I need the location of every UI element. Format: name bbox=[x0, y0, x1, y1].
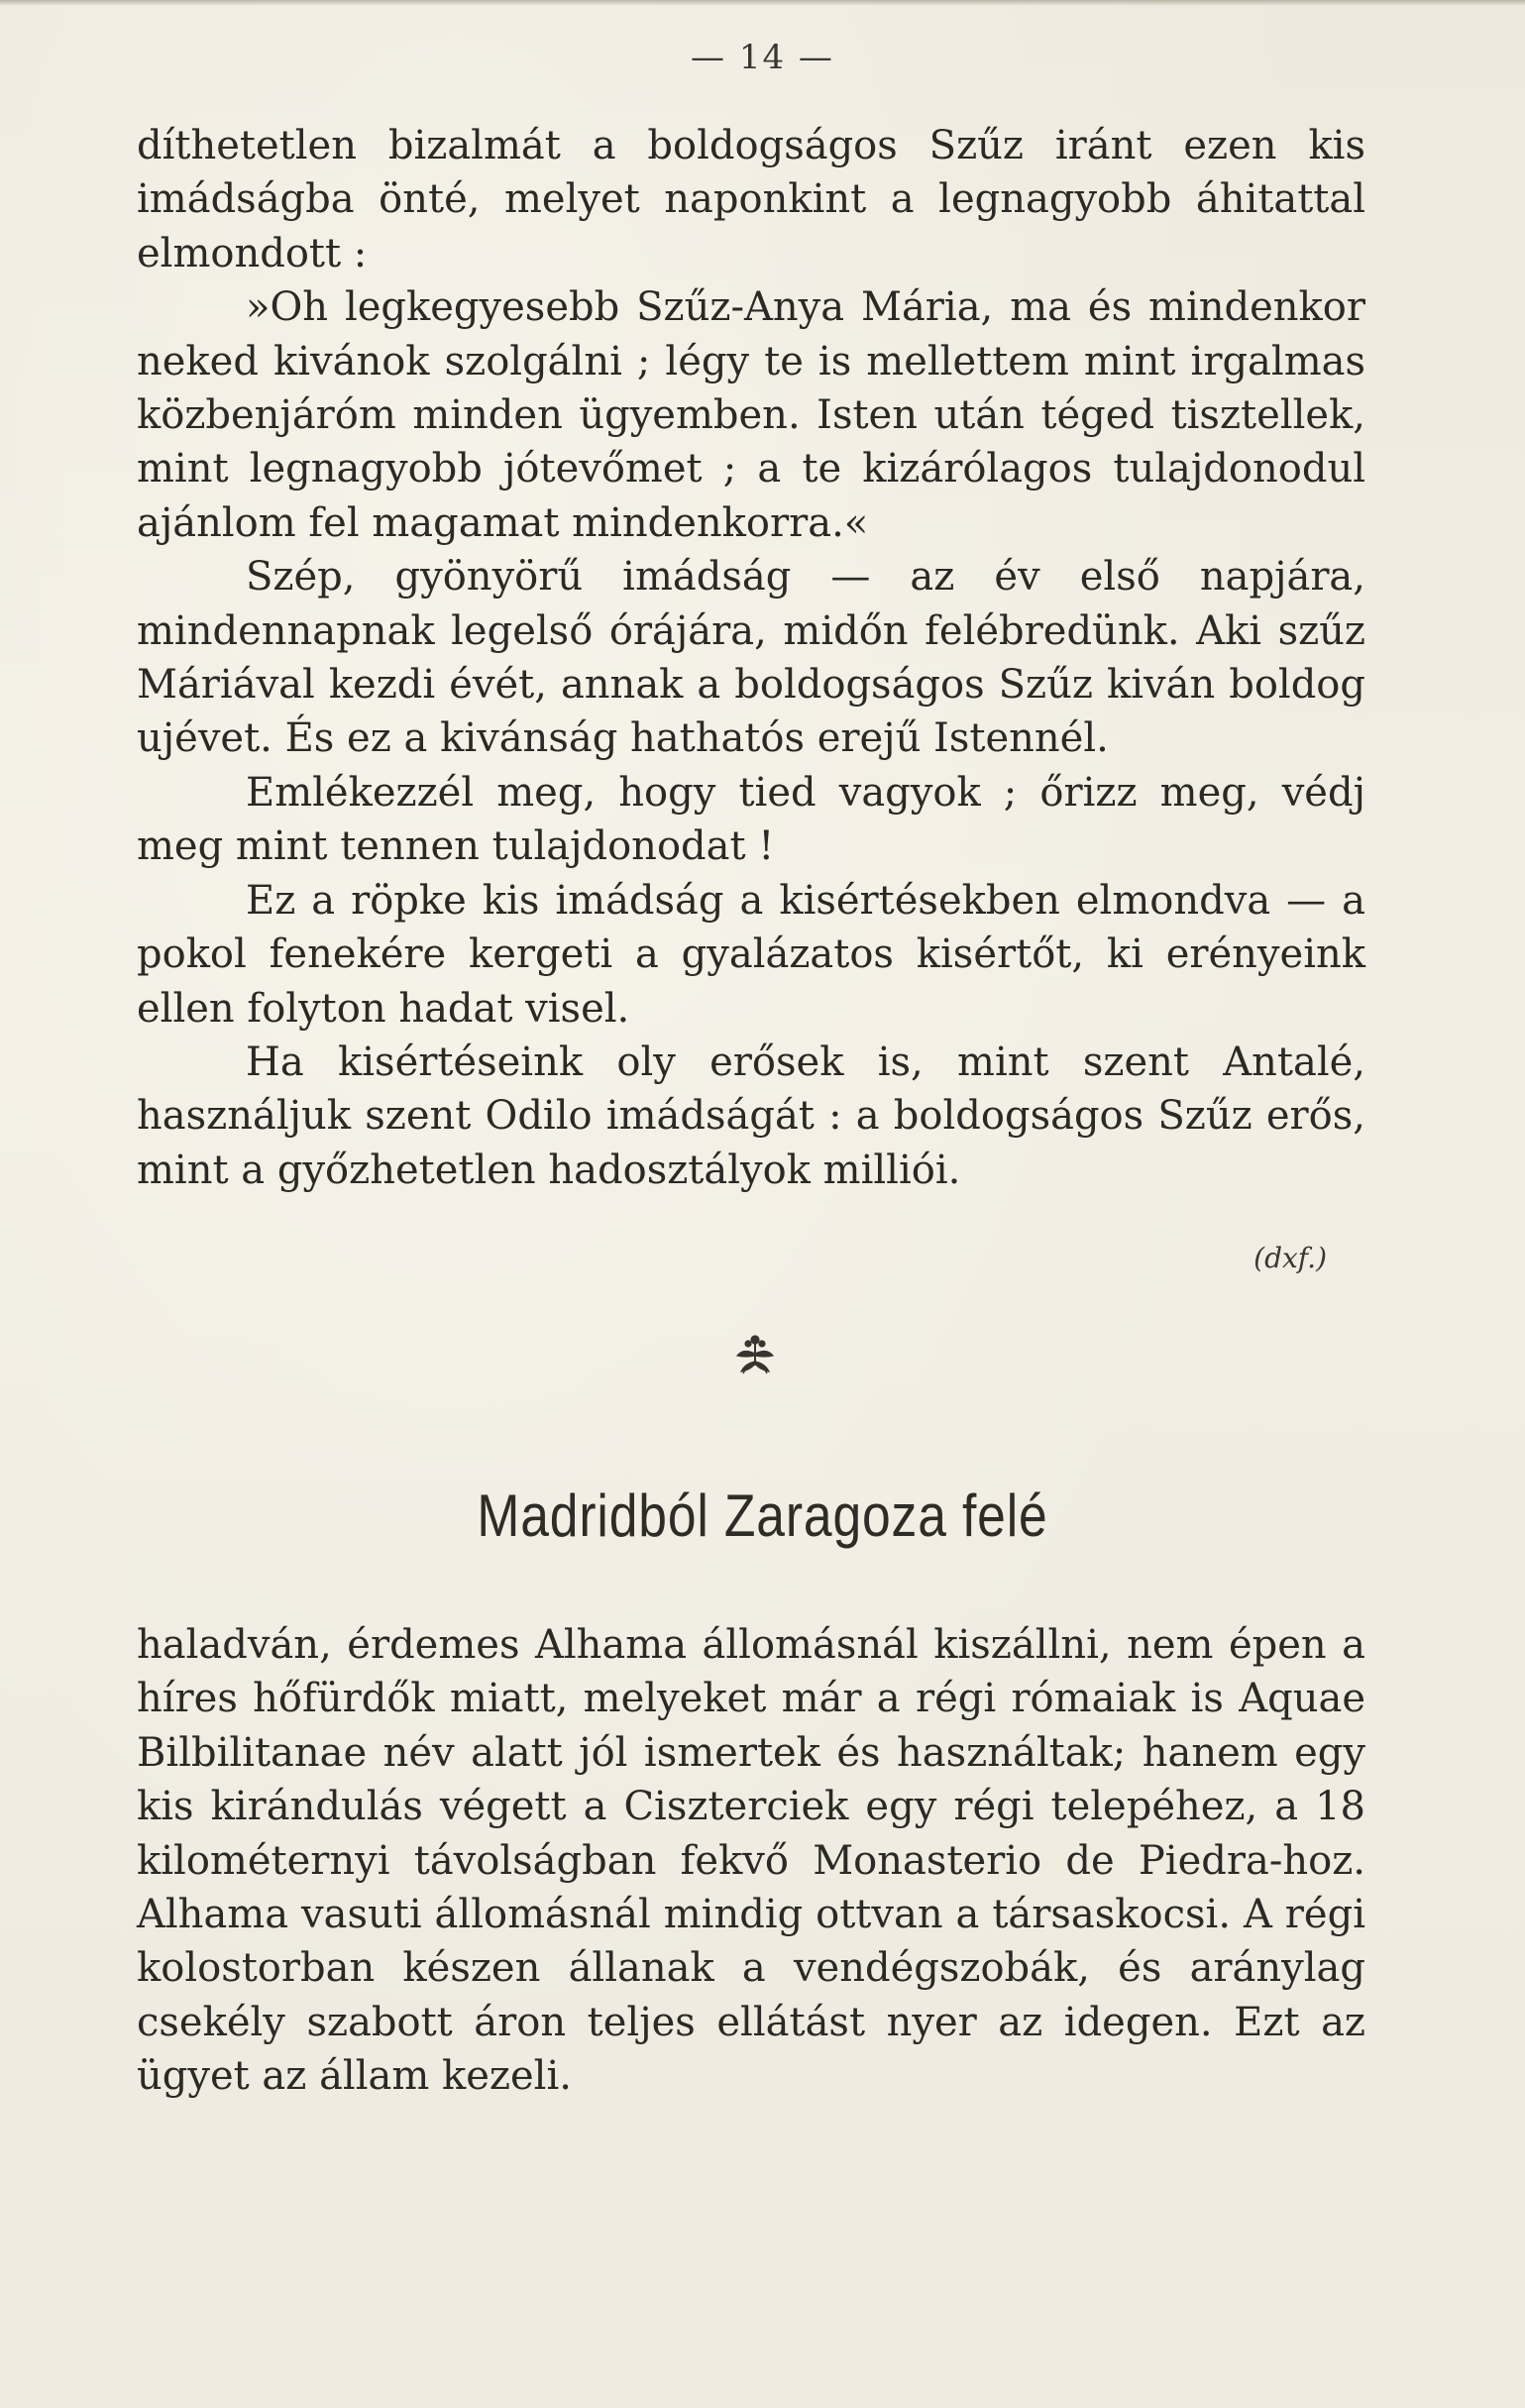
top-text-block bbox=[137, 119, 1365, 1197]
paragraph-prayer: »Oh legkegyesebb Szűz-Anya Mária, ma és mindenkor neked kivánok szolgálni ; légy te is mellettem mint irgalmas közbenjáróm minden ügyemben. Isten után téged tisztellek, mint legnagyobb jótevőmet ; a te kizárólagos tulajdonodul ajánlom fel magamat mindenkorra.« bbox=[137, 284, 1365, 546]
section-title: Madridból Zaragoza felé bbox=[477, 1482, 1048, 1549]
paragraph-opening: díthetetlen bizalmát a boldogságos Szűz iránt ezen kis imádságba önté, melyet naponkint a legnagyobb áhitattal elmondott : bbox=[137, 123, 1365, 276]
page-top-edge bbox=[0, 0, 1525, 6]
paragraph-alhama: haladván, érdemes Alhama állomásnál kiszállni, nem épen a híres hőfürdők miatt, melyeket már a régi rómaiak is Aquae Bilbilitanae név alatt jól ismertek és használtak; hanem egy kis kirándulás végett a Ciszterciek egy régi telepéhez, a 18 kilométernyi távolságban fekvő Monasterio de Piedra-hoz. Alhama vasuti állomásnál mindig ottvan a társaskocsi. A régi kolostorban készen állanak a vendégszobák, és aránylag csekély szabott áron teljes ellátást nyer az idegen. Ezt az ügyet az állam kezeli. bbox=[137, 1622, 1365, 2100]
paragraph-remember: Emlékezzél meg, hogy tied vagyok ; őrizz meg, védj meg mint tennen tulajdonodat ! bbox=[137, 769, 1365, 870]
paragraph-odilo: Ha kisértéseink oly erősek is, mint szent Antalé, használjuk szent Odilo imádságát : a boldogságos Szűz erős, mint a győzhetetlen hadosztályok milliói. bbox=[137, 1039, 1365, 1193]
floral-ornament-icon bbox=[725, 1326, 785, 1385]
signature: (dxf.) bbox=[1253, 1242, 1327, 1274]
paragraph-new-year: Szép, gyönyörű imádság — az év első napjára, mindennapnak legelső órájára, midőn felébredünk. Aki szűz Máriával kezdi évét, annak a boldogságos Szűz kiván boldog ujévet. És ez a kivánság hathatós erejű Istennél. bbox=[137, 554, 1365, 762]
paragraph-temptation: Ez a röpke kis imádság a kisértésekben elmondva — a pokol fenekére kergeti a gyalázatos kisértőt, ki erényeink ellen folyton hadat visel. bbox=[137, 877, 1365, 1032]
bottom-text-block bbox=[137, 1618, 1365, 2104]
page-number: — 14 — bbox=[691, 38, 834, 77]
